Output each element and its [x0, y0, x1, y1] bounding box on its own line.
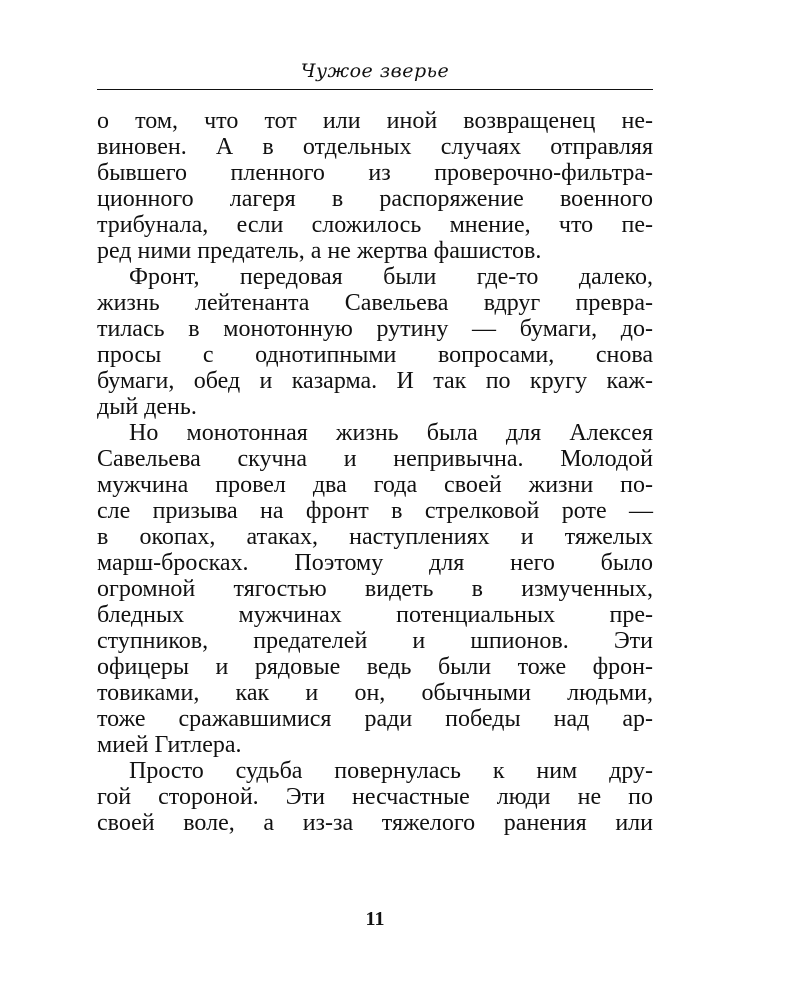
text-line: мужчина провел два года своей жизни по- [97, 472, 653, 498]
text-line: своей воле, а из-за тяжелого ранения или [97, 810, 653, 836]
text-line: виновен. А в отдельных случаях отправляя [97, 134, 653, 160]
text-line: марш-бросках. Поэтому для него было [97, 550, 653, 576]
text-line: товиками, как и он, обычными людьми, [97, 680, 653, 706]
header-rule [97, 89, 653, 90]
text-line: бывшего пленного из проверочно-фильтра- [97, 160, 653, 186]
text-line: Фронт, передовая были где-то далеко, [129, 264, 653, 290]
text-line: огромной тягостью видеть в измученных, [97, 576, 653, 602]
running-head: Чужое зверье [300, 60, 450, 82]
text-line: ред ними предатель, а не жертва фашистов. [97, 238, 542, 264]
text-line: Но монотонная жизнь была для Алексея [129, 420, 653, 446]
text-line: в окопах, атаках, наступлениях и тяжелых [97, 524, 653, 550]
text-line: офицеры и рядовые ведь были тоже фрон- [97, 654, 653, 680]
text-line: сле призыва на фронт в стрелковой роте — [97, 498, 653, 524]
text-line: дый день. [97, 394, 197, 420]
body-text [97, 108, 653, 836]
text-line: бледных мужчинах потенциальных пре- [97, 602, 653, 628]
text-line: мией Гитлера. [97, 732, 242, 758]
text-line: трибунала, если сложилось мнение, что пе- [97, 212, 653, 238]
text-line: жизнь лейтенанта Савельева вдруг превра- [97, 290, 653, 316]
text-line: тоже сражавшимися ради победы над ар- [97, 706, 653, 732]
text-line: ступников, предателей и шпионов. Эти [97, 628, 653, 654]
text-line: ционного лагеря в распоряжение военного [97, 186, 653, 212]
text-line: гой стороной. Эти несчастные люди не по [97, 784, 653, 810]
text-line: тилась в монотонную рутину — бумаги, до- [97, 316, 653, 342]
text-line: о том, что тот или иной возвращенец не- [97, 108, 653, 134]
text-line: бумаги, обед и казарма. И так по кругу каж- [97, 368, 653, 394]
text-line: просы с однотипными вопросами, снова [97, 342, 653, 368]
text-line: Савельева скучна и непривычна. Молодой [97, 446, 653, 472]
page-number: 11 [365, 908, 385, 930]
text-line: Просто судьба повернулась к ним дру- [129, 758, 653, 784]
